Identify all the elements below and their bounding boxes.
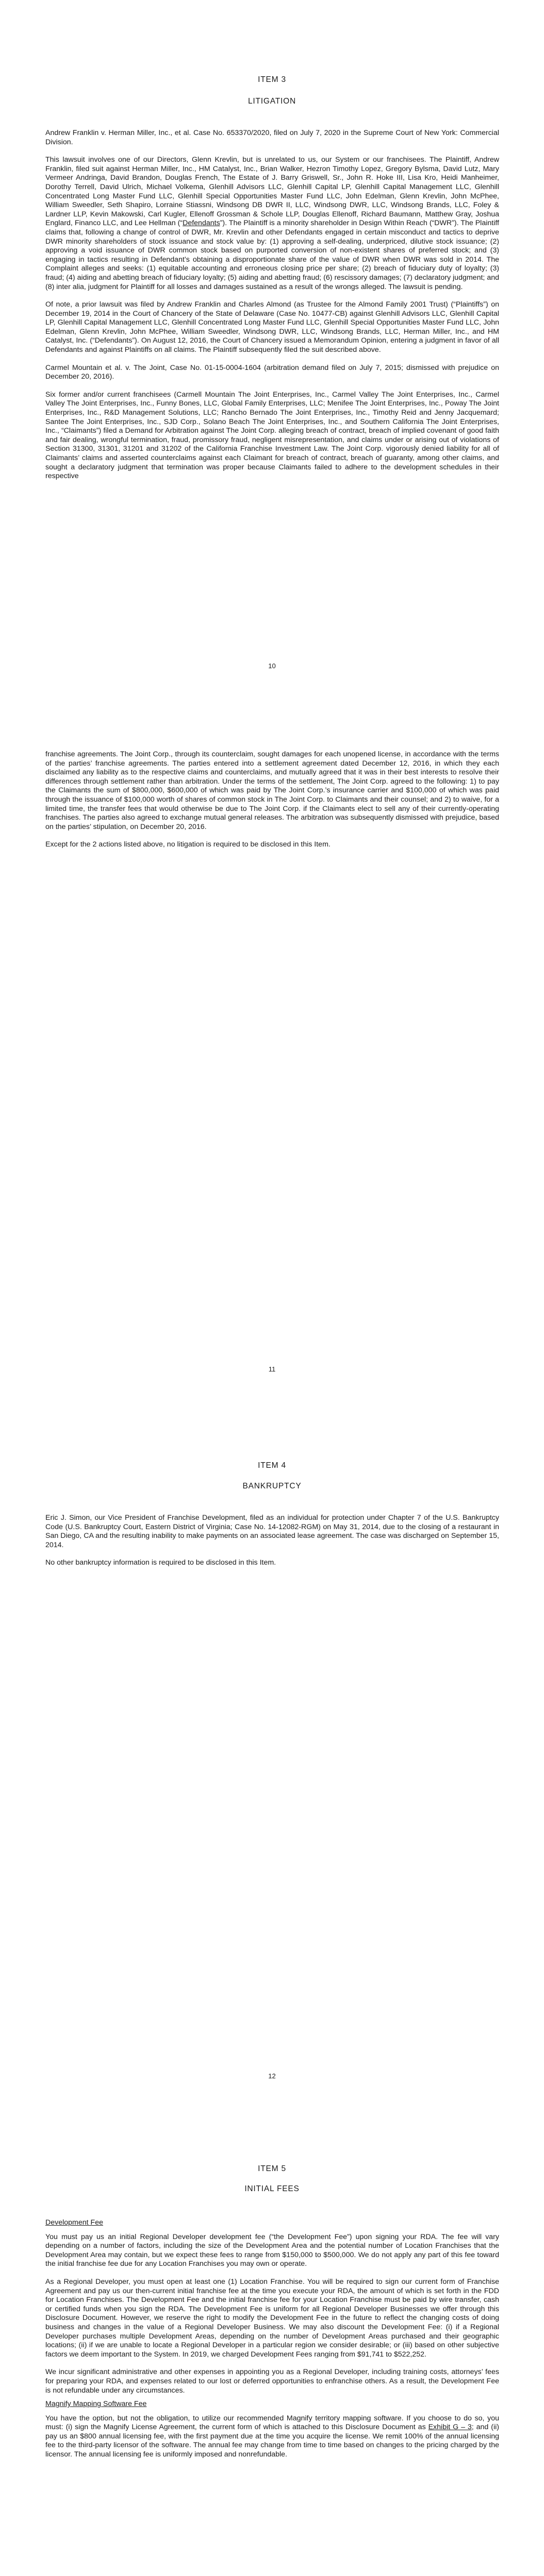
paragraph: Eric J. Simon, our Vice President of Franchise Development, filed as an individual for protection under Chapter 7 of the U.S. Bankruptcy Code (U.S. Bankruptcy Court, Eastern District of Virginia; Case No. 14-12082-RGM) on May 31, 2014, due to the closing of a restaurant in San Diego, CA and the resulting inability to make payments on an associated lease agreement. The case was discharged on September 15, 2014. (45, 1514, 499, 1549)
paragraph: No other bankruptcy information is required to be disclosed in this Item. (45, 1558, 276, 1567)
page-number: 12 (268, 2072, 276, 2080)
paragraph: You must pay us an initial Regional Developer development fee (“the Development Fee”) upon signing your RDA. The fee will vary depending on a number of factors, including the size of the Development Area and the potential number of Location Franchises that the Development Area may contain, but we expect these fees to range from $150,000 to $500,000. We do not apply any part of this fee toward the initial franchise fee due for any Location Franchises you may own or operate. (45, 2232, 499, 2268)
paragraph: You have the option, but not the obligation, to utilize our recommended Magnify territory mapping software. If you choose to do so, you must: (i) sign the Magnify License Agreement, the current form of which is attached to this Disclosure Document as Exhibit G – 3; and (ii) pay us an $800 annual licensing fee, with the first payment due at the time you acquire the license. We remit 100% of the annual licensing fee to the third-party licensor of the software. The annual fee may change from time to time based on changes to the pricing charged by the licensor. The annual licensing fee is uniformly imposed and nonrefundable. (45, 2414, 499, 2459)
item-number: ITEM 3 (258, 75, 286, 84)
section-body (45, 750, 499, 858)
paragraph: Six former and/or current franchisees (Carmell Mountain The Joint Enterprises, Inc., Carmel Valley The Joint Enterprises, Inc., Carmel Valley The Joint Enterprises, Inc., Funny Bones, LLC, Global Family Enterprises, LLC; Menifee The Joint Enterprises, Inc., Poway The Joint Enterprises, Inc., R&D Management Solutions, LLC; Rancho Bernado The Joint Enterprises, Inc., Timothy Reid and Jenny Jacquemard; Santee The Joint Enterprises, Inc., SJD Corp., Solano Beach The Joint Enterprises, Inc., and Southern California The Joint Enterprises, Inc., “Claimants”) filed a Demand for Arbitration against The Joint Corp. alleging breach of contract, breach of implied covenant of good faith and fair dealing, wrongful termination, fraud, promissory fraud, negligent misrepresentation, and claims under or arising out of violations of Section 31300, 31301, 31201 and 31202 of the California Franchise Investment Law. The Joint Corp. vigorously denied liability for all of Claimants’ claims and asserted counterclaims against each Claimant for breach of contract, breach of guaranty, among other claims, and sought a declaratory judgment that termination was proper because Claimants failed to adhere to the development schedules in their respective (45, 390, 499, 481)
page-number: 10 (268, 662, 276, 670)
item-number: ITEM 5 (258, 2164, 286, 2173)
page-number: 11 (268, 1365, 276, 1373)
paragraph: This lawsuit involves one of our Directors, Glenn Krevlin, but is unrelated to us, our System or our franchisees. The Plaintiff, Andrew Franklin, filed suit against Herman Miller, Inc., HM Catalyst, Inc., Brian Walker, Hezron Timothy Lopez, Gregory Bylsma, David Lutz, Mary Vermeer Andringa, David Brandon, Douglas French, The Estate of J. Barry Griswell, Sr., John R. Hoke III, Lisa Kro, Heidi Manheimer, Dorothy Terrell, David Ulrich, Michael Volkema, Glenhill Advisors LLC, Glenhill Capital LP, Glenhill Capital Management LLC, Glenhill Concentrated Long Master Fund LLC, Glenhill Special Opportunities Master Fund LLC, John Edelman, Glenn Krevlin, John McPhee, William Sweedler, Seth Shapiro, Lorraine Stiassni, Windsong DB DWR II, LLC, Windsong DWR, LLC, Windsong Brands, LLC, Foley & Lardner LLP, Kevin Makowski, Carl Kugler, Ellenoff Grossman & Schole LLP, Douglas Ellenoff, Richard Baumann, Matthew Gray, Joshua Englard, Financo LLC, and Lee Hellman (“Defendants”). The Plaintiff is a minority shareholder in Design Within Reach (“DWR”). The Plaintiff claims that, following a change of control of DWR, Mr. Krevlin and other Defendants engaged in certain misconduct and tactics to deprive DWR minority shareholders of stock issuance and stock value by: (1) approving a self-dealing, underpriced, dilutive stock issuance; (2) approving a void issuance of DWR common stock based on purported conversion of non-existent shares of preferred stock; and (3) engaging in tactics resulting in Defendant’s obtaining a disproportionate share of the value of DWR when DWR was sold in 2014. The Complaint alleges and seeks: (1) equitable accounting and erroneous closing price per share; (2) breach of fiduciary duty of loyalty; (3) fraud; (4) aiding and abetting breach of fiduciary loyalty; (5) aiding and abetting fraud; (6) rescissory damages; (7) declaratory judgment; and (8) inter alia, judgment for Plaintiff for all losses and damages sustained as a result of the wrongs alleged. The lawsuit is pending. (45, 156, 499, 291)
section-title: BANKRUPTCY (242, 1482, 302, 1490)
subsection-heading: Magnify Mapping Software Fee (45, 2400, 147, 2409)
paragraph: Of note, a prior lawsuit was filed by Andrew Franklin and Charles Almond (as Trustee for the Almond Family 2001 Trust) (“Plaintiffs”) on December 19, 2014 in the Court of Chancery of the State of Delaware (Case No. 10477-CB) against Glenhill Advisors LLC, Glenhill Capital LP, Glenhill Capital Management LLC, Glenhill Concentrated Long Master Fund LLC, Glenhill Special Opportunities Master Fund LLC, John Edelman, Glenn Krevlin, John McPhee, William Sweedler, Windsong DWR, LLC, Windsong Brands, LLC, Herman Miller, Inc., and HM Catalyst, Inc. (“Defendants”). On August 12, 2016, the Court of Chancery issued a Memorandum Opinion, entering a judgment in favor of all Defendants and against Plaintiffs on all claims. The Plaintiff subsequently filed the suit described above. (45, 300, 499, 354)
section-title: INITIAL FEES (244, 2184, 300, 2193)
subsection-heading: Development Fee (45, 2218, 103, 2227)
paragraph: We incur significant administrative and other expenses in appointing you as a Regional Developer, including training costs, attorneys’ fees for preparing your RDA, and expenses related to our lost or deferred opportunities to enfranchise others. As a result, the Development Fee is not refundable under any circumstances. (45, 2368, 499, 2395)
section-title: LITIGATION (248, 97, 296, 106)
paragraph: Andrew Franklin v. Herman Miller, Inc., et al. Case No. 653370/2020, filed on July 7, 2020 in the Supreme Court of New York: Commercial Division. (45, 129, 499, 146)
paragraph: As a Regional Developer, you must open at least one (1) Location Franchise. You will be required to sign our current form of Franchise Agreement and pay us our then-current initial franchise fee at the time you execute your RDA, the amount of which is set forth in the FDD for Location Franchises. The Development Fee and the initial franchise fee for your Location Franchise must be paid by wire transfer, cash or certified funds when you sign the RDA. The Development Fee is uniform for all Regional Developer Businesses we offer through this Disclosure Document. However, we reserve the right to modify the Development Fee in the future to reflect the changing costs of doing business and changes in the value of a Regional Developer Business. We may also discount the Development Fee: (i) if a Regional Developer purchases multiple Development Areas, depending on the number of Development Areas purchased and their geographic locations; (ii) if we are unable to locate a Regional Developer in a particular region we consider desirable; or (iii) based on other subjective factors we deem important to the System. In 2019, we charged Development Fees ranging from $91,741 to $522,252. (45, 2277, 499, 2359)
section-body (45, 129, 499, 490)
section-body (45, 1514, 499, 1577)
defined-term: Defendants (183, 219, 220, 228)
exhibit-reference: Exhibit G – 3 (428, 2423, 472, 2432)
section-body (45, 2218, 499, 2468)
paragraph: Carmel Mountain et al. v. The Joint, Case No. 01-15-0004-1604 (arbitration demand filed on July 7, 2015; dismissed with prejudice on December 20, 2016). (45, 363, 499, 381)
item-number: ITEM 4 (258, 1461, 286, 1470)
paragraph: franchise agreements. The Joint Corp., through its counterclaim, sought damages for each unopened license, in accordance with the terms of the parties’ franchise agreements. The parties entered into a settlement agreement dated December 12, 2016, in which they each disclaimed any liability as to the respective claims and counterclaims, and mutually agreed that it was in their best interests to resolve their differences through settlement rather than arbitration. Under the terms of the settlement, The Joint Corp. agreed to the following: 1) to pay the Claimants the sum of $800,000, $600,000 of which was paid by The Joint Corp.’s insurance carrier and $100,000 of which was paid through the issuance of $100,000 worth of shares of common stock in The Joint Corp. to Claimants and their counsel; and 2) to waive, for a limited time, the transfer fees that would otherwise be due to The Joint Corp. if the Claimants elect to sell any of their currently-operating franchises. The parties also agreed to exchange mutual general releases. The arbitration was subsequently dismissed with prejudice, based on the parties’ stipulation, on December 20, 2016. (45, 750, 499, 831)
paragraph: Except for the 2 actions listed above, no litigation is required to be disclosed in this Item. (45, 840, 331, 849)
